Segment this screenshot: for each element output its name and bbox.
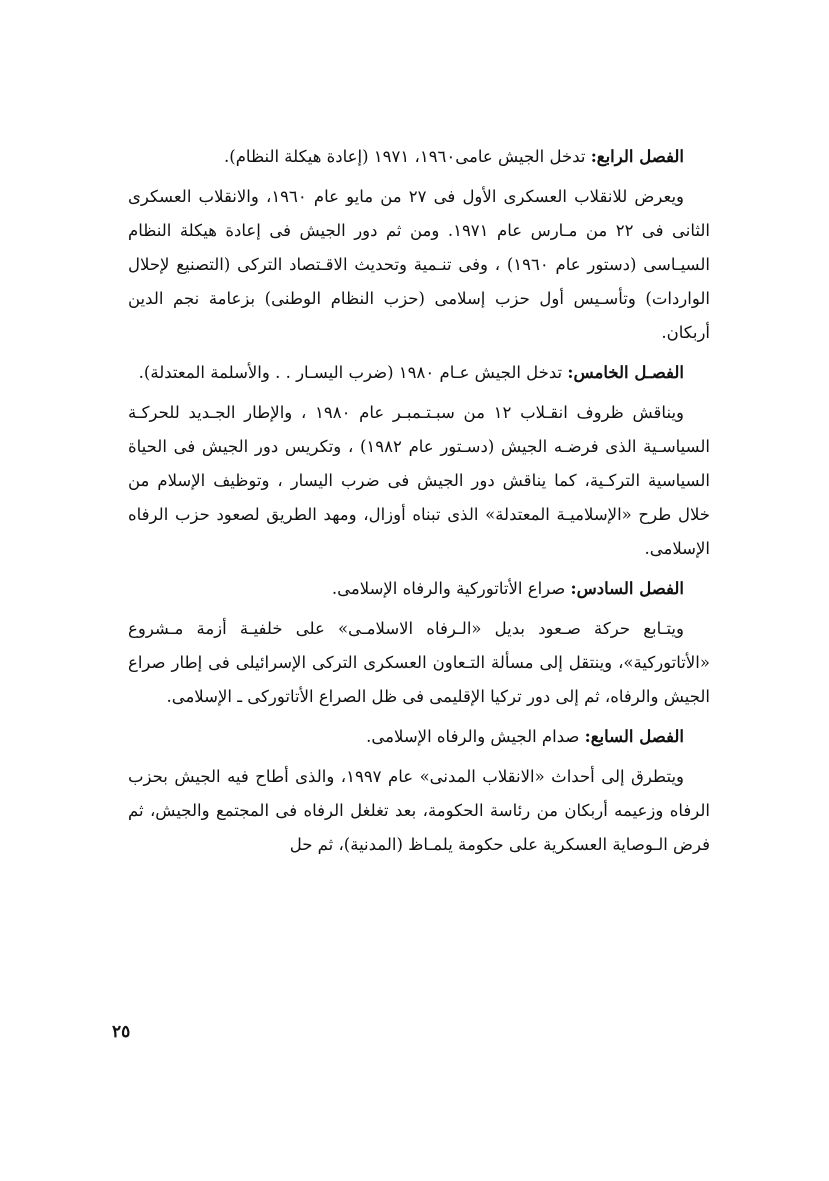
- chapter-6-summary: ويتـابع حركة صـعود بديل «الـرفاه الاسلامـى» على خلفيـة أزمة مـشروع «الأتاتوركية»، وينتقل إلى مسألة التـعاون العسكرى التركى الإسرائيلى فى إطار صراع الجيش والرفاه، ثم إلى دور تركيا الإقليمى فى ظل الصراع الأتاتوركى ـ الإسلامى.: [128, 619, 710, 706]
- chapter-7-heading: [128, 720, 710, 754]
- chapter-label: الفصل السادس:: [570, 579, 684, 598]
- chapter-label: الفصل السابع:: [584, 727, 684, 746]
- page-number: ٢٥: [112, 1022, 131, 1042]
- chapter-title: تدخل الجيش عامى١٩٦٠، ١٩٧١ (إعادة هيكلة النظام).: [224, 147, 591, 166]
- chapter-4-summary: ويعرض للانقلاب العسكرى الأول فى ٢٧ من مايو عام ١٩٦٠، والانقلاب العسكرى الثانى فى ٢٢ من مـارس عام ١٩٧١. ومن ثم دور الجيش فى إعادة هيكلة النظام السيـاسى (دستور عام ١٩٦٠) ، وفى تنـمية وتحديث الاقـتصاد التركى (التصنيع لإحلال الواردات) وتأسـيس أول حزب إسلامى (حزب النظام الوطنى) بزعامة نجم الدين أربكان.: [128, 187, 711, 342]
- chapter-6-heading: [128, 572, 710, 606]
- chapter-5-summary: ويناقش ظروف انقـلاب ١٢ من سبـتـمبـر عام ١٩٨٠ ، والإطار الجـديد للحركـة السياسـية الذى فرضـه الجيش (دسـتور عام ١٩٨٢) ، وتكريس دور الجيش فى الحياة السياسية التركـية، كما يناقش دور الجيش فى ضرب اليسار ، وتوظيف الإسلام من خلال طرح «الإسلاميـة المعتدلة» الذى تبناه أوزال، ومهد الطريق لصعود حزب الرفاه الإسلامى.: [128, 403, 710, 558]
- chapter-5-heading: [128, 356, 710, 390]
- chapter-title: صراع الأتاتوركية والرفاه الإسلامى.: [331, 579, 571, 598]
- chapter-7-summary: ويتطرق إلى أحداث «الانقلاب المدنى» عام ١٩٩٧، والذى أطاح فيه الجيش بحزب الرفاه وزعيمه أربكان من رئاسة الحكومة، بعد تغلغل الرفاه فى المجتمع والجيش، ثم فرض الـوصاية العسكرية على حكومة يلمـاظ (المدنية)، ثم حل: [128, 767, 710, 854]
- chapter-4-heading: [128, 140, 710, 174]
- chapter-label: الفصـل الخامس:: [567, 363, 684, 382]
- chapter-title: تدخل الجيش عـام ١٩٨٠ (ضرب اليسـار . . والأسلمة المعتدلة).: [138, 363, 568, 382]
- chapter-label: الفصل الرابع:: [590, 147, 684, 166]
- page-text: [128, 140, 710, 868]
- chapter-title: صدام الجيش والرفاه الإسلامى.: [366, 727, 585, 746]
